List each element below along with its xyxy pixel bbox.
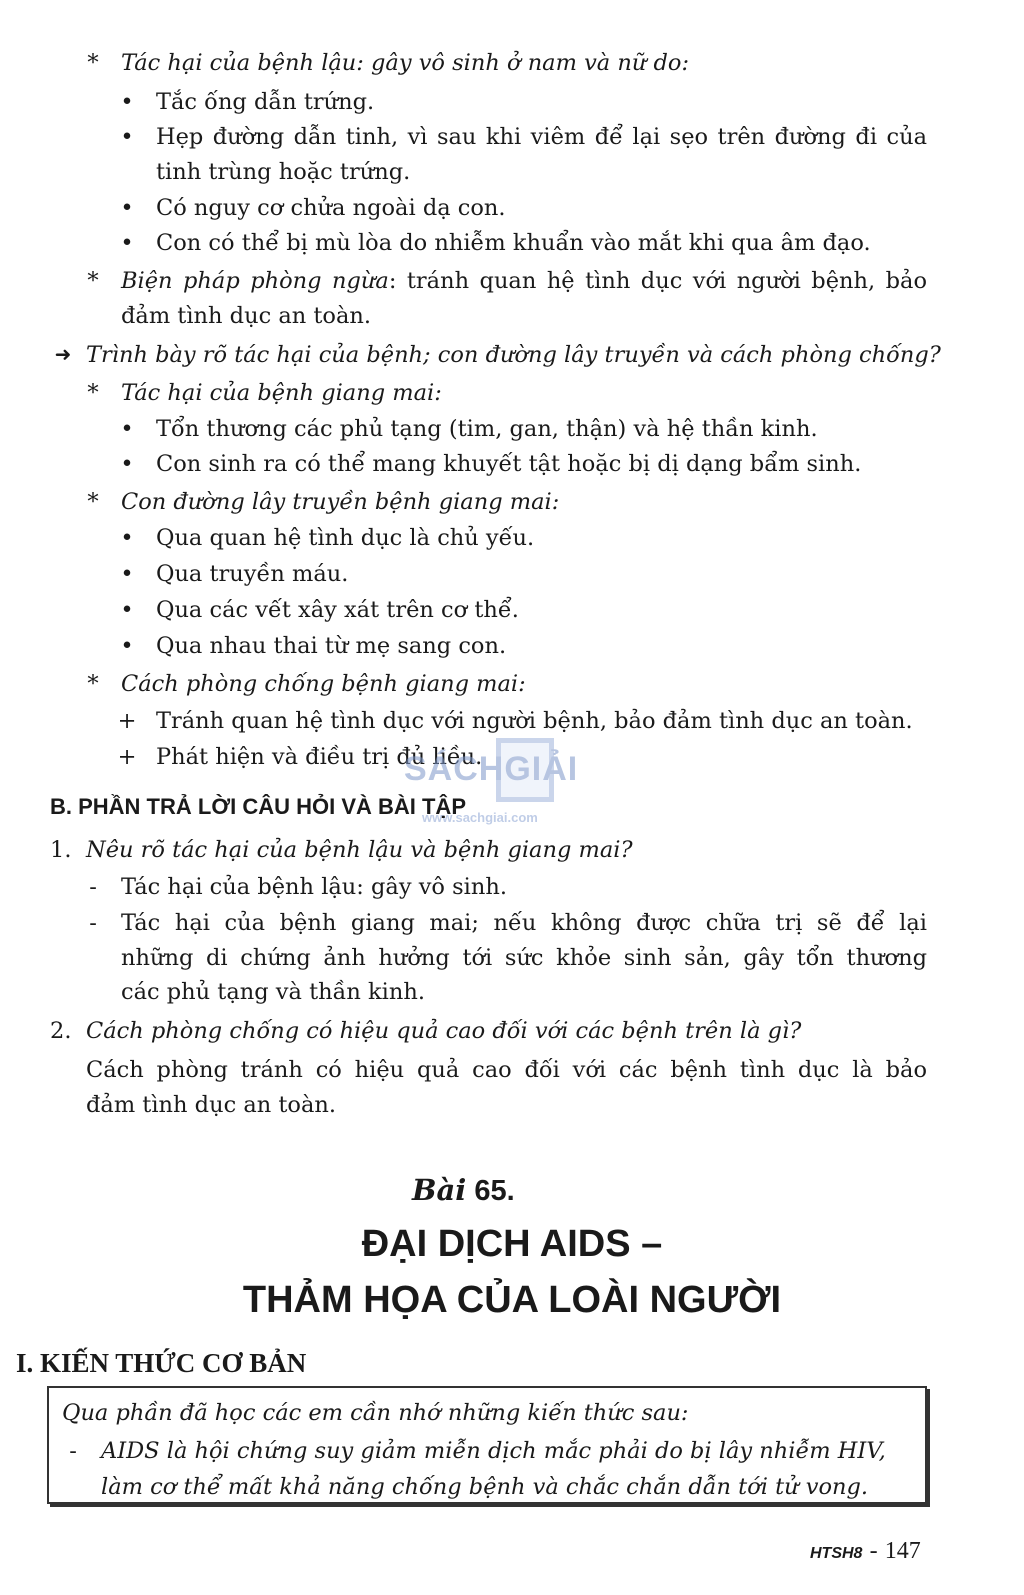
- prevention-label: Biện pháp phòng ngừa: [121, 268, 389, 294]
- bullet-text: Tổn thương các phủ tạng (tim, gan, thận) và hệ thần kinh.: [156, 416, 818, 442]
- syphilis-question: Trình bày rõ tác hại của bệnh; con đường lây truyền và cách phòng chống?: [86, 342, 941, 368]
- bullet-dot: •: [120, 597, 134, 623]
- syphilis-harm-heading: Tác hại của bệnh giang mai:: [121, 380, 442, 406]
- bullet-dot: •: [120, 451, 134, 477]
- bullet-dot: •: [120, 561, 134, 587]
- dash-marker: -: [89, 874, 97, 900]
- star-marker: *: [87, 489, 99, 515]
- dash-marker: -: [69, 1438, 77, 1464]
- lesson-word: Bài: [412, 1173, 467, 1207]
- answer-1b: Tác hại của bệnh giang mai; nếu không được chữa trị sẽ để lại: [121, 910, 927, 936]
- bullet-dot: •: [120, 525, 134, 551]
- summary-aids-def: AIDS là hội chứng suy giảm miễn dịch mắc phải do bị lây nhiễm HIV,: [101, 1438, 886, 1464]
- star-marker: *: [87, 268, 99, 294]
- answer-1b-cont: những di chứng ảnh hưởng tới sức khỏe sinh sản, gây tổn thương: [121, 945, 927, 971]
- summary-aids-def-cont: làm cơ thể mất khả năng chống bệnh và chắc chắn dẫn tới tử vong.: [101, 1474, 869, 1500]
- answer-1b-cont: các phủ tạng và thần kinh.: [121, 979, 426, 1005]
- page-footer: [810, 1536, 921, 1569]
- bullet-text: Qua các vết xây xát trên cơ thể.: [156, 597, 519, 623]
- footer-separator: -: [869, 1538, 878, 1564]
- arrow-icon: ➜: [54, 344, 72, 366]
- bullet-dot: •: [120, 89, 134, 115]
- summary-intro: Qua phần đã học các em cần nhớ những kiến thức sau:: [62, 1400, 689, 1426]
- lesson-number: [412, 1170, 515, 1211]
- watermark-url: www.sachgiai.com: [422, 810, 538, 825]
- question-2-number: 2.: [50, 1018, 72, 1044]
- transmission-heading: Con đường lây truyền bệnh giang mai:: [121, 489, 560, 515]
- plus-item-text: Tránh quan hệ tình dục với người bệnh, bảo đảm tình dục an toàn.: [156, 708, 913, 734]
- bullet-text: Qua nhau thai từ mẹ sang con.: [156, 633, 507, 659]
- bullet-text: Tắc ống dẫn trứng.: [156, 89, 375, 115]
- question-2-text: Cách phòng chống có hiệu quả cao đối với các bệnh trên là gì?: [86, 1018, 802, 1044]
- bullet-dot: •: [120, 124, 134, 150]
- lesson-title-line2: THẢM HỌA CỦA LOÀI NGƯỜI: [242, 1279, 782, 1321]
- section-b-heading: B. PHẦN TRẢ LỜI CÂU HỎI VÀ BÀI TẬP: [50, 794, 466, 819]
- bullet-text: Con sinh ra có thể mang khuyết tật hoặc bị dị dạng bẩm sinh.: [156, 451, 862, 477]
- dash-marker: -: [89, 910, 97, 936]
- plus-marker: +: [117, 708, 137, 734]
- section-1-heading: I. KIẾN THỨC CƠ BẢN: [16, 1348, 307, 1378]
- bullet-text-cont: tinh trùng hoặc trứng.: [156, 159, 411, 185]
- bullet-dot: •: [120, 230, 134, 256]
- question-1-text: Nêu rõ tác hại của bệnh lậu và bệnh giang mai?: [86, 837, 633, 863]
- lesson-num: 65.: [474, 1175, 515, 1207]
- answer-2-cont: đảm tình dục an toàn.: [86, 1092, 337, 1118]
- question-1-number: 1.: [50, 837, 72, 863]
- bullet-text: Qua quan hệ tình dục là chủ yếu.: [156, 525, 535, 551]
- bullet-dot: •: [120, 633, 134, 659]
- answer-1a: Tác hại của bệnh lậu: gây vô sinh.: [121, 874, 507, 900]
- prevention-line: [121, 266, 927, 296]
- star-marker: *: [87, 50, 99, 76]
- prevention-text: : tránh quan hệ tình dục với người bệnh, bảo: [388, 268, 927, 294]
- bullet-text: Hẹp đường dẫn tinh, vì sau khi viêm để lại sẹo trên đường đi của: [156, 124, 927, 150]
- bullet-text: Con có thể bị mù lòa do nhiễm khuẩn vào mắt khi qua âm đạo.: [156, 230, 871, 256]
- lesson-title-line1: ĐẠI DỊCH AIDS –: [361, 1223, 663, 1265]
- prevention-heading: Cách phòng chống bệnh giang mai:: [121, 671, 526, 697]
- bullet-dot: •: [120, 195, 134, 221]
- bullet-text: Có nguy cơ chửa ngoài dạ con.: [156, 195, 506, 221]
- watermark-brand: SÁCHGIẢI: [404, 750, 579, 788]
- page-number: 147: [884, 1538, 921, 1564]
- plus-item-text: Phát hiện và điều trị đủ liều.: [156, 744, 483, 770]
- star-marker: *: [87, 671, 99, 697]
- bullet-dot: •: [120, 416, 134, 442]
- answer-2: Cách phòng tránh có hiệu quả cao đối với các bệnh tình dục là bảo: [86, 1057, 927, 1083]
- book-code: HTSH8: [810, 1545, 863, 1562]
- star-marker: *: [87, 380, 99, 406]
- prevention-text-cont: đảm tình dục an toàn.: [121, 303, 372, 329]
- gonorrhea-harm-heading: Tác hại của bệnh lậu: gây vô sinh ở nam và nữ do:: [121, 50, 690, 76]
- plus-marker: +: [117, 744, 137, 770]
- bullet-text: Qua truyền máu.: [156, 561, 349, 587]
